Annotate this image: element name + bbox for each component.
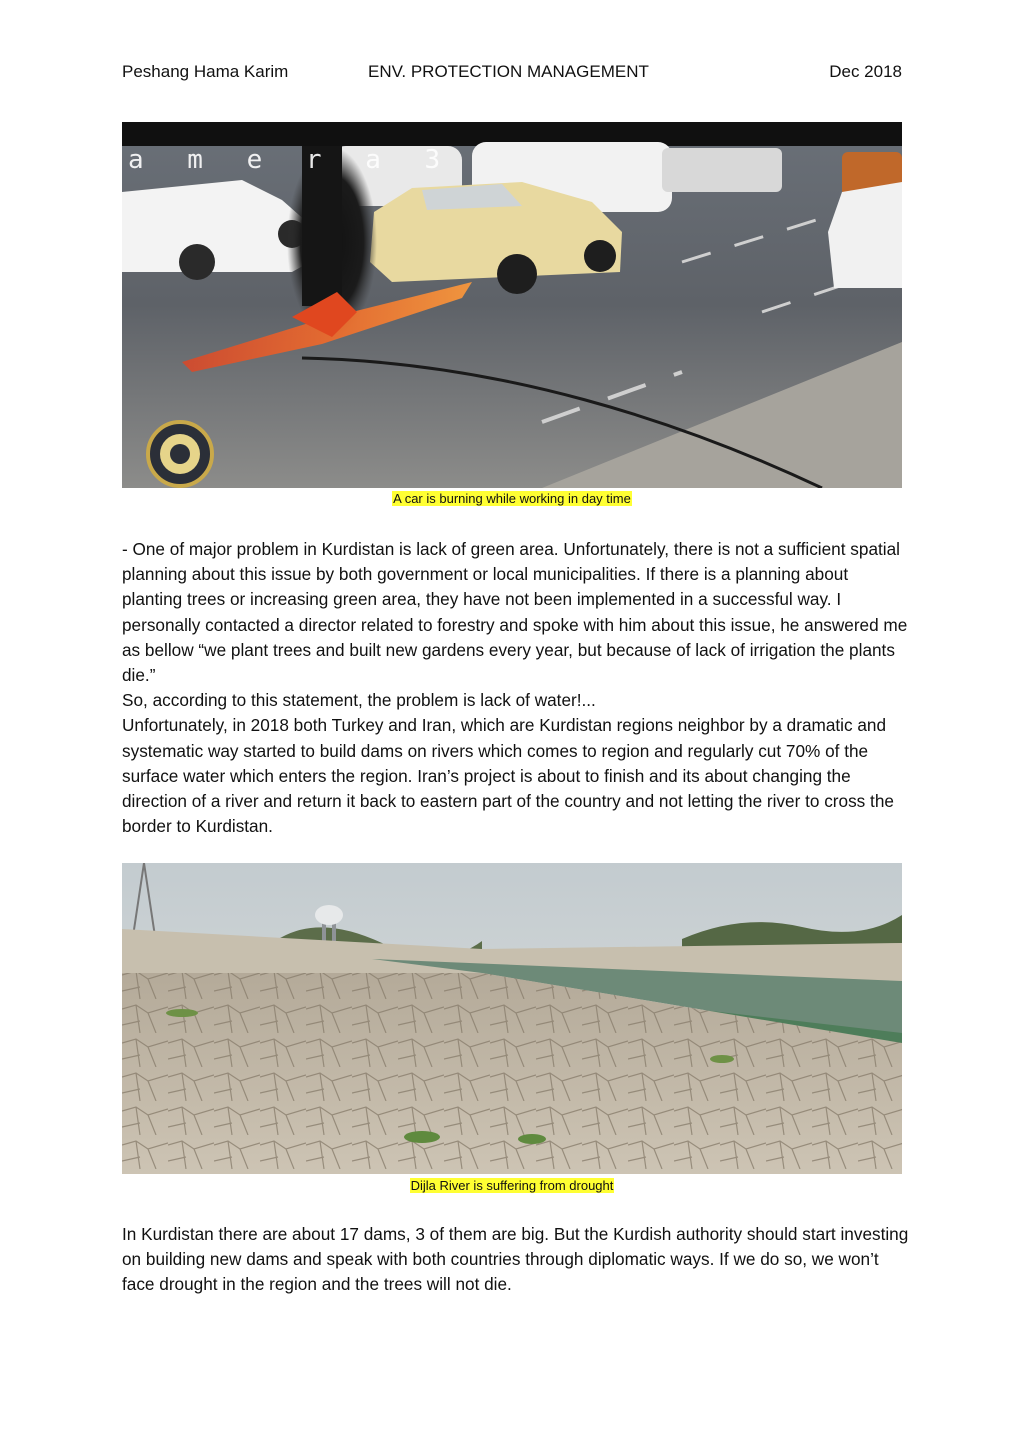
figure1-caption (0, 490, 1024, 508)
police-emblem-icon (148, 422, 212, 486)
figure2-caption (0, 1177, 1024, 1195)
main-text (122, 537, 912, 839)
cctv-overlay-text: a m e r a 3 (128, 145, 455, 175)
paragraph-water-statement: So, according to this statement, the problem is lack of water!... (122, 690, 596, 711)
header-date: Dec 2018 (829, 62, 902, 81)
figure1-caption-text: A car is burning while working in day time (393, 491, 631, 506)
page-header (122, 62, 902, 88)
figure2-caption-text: Dijla River is suffering from drought (410, 1178, 614, 1193)
header-author: Peshang Hama Karim (122, 62, 289, 81)
paragraph-dams: Unfortunately, in 2018 both Turkey and Iran, which are Kurdistan regions neighbor by a dramatic and systematic way started to build dams on rivers which comes to region and regularly cut 70% of the surface water which enters the region. Iran’s project is about to finish and its about changing the direction of a river and return it back to eastern part of the country and not letting the river to cross the border to Kurdistan. (122, 715, 894, 837)
closing-text (122, 1222, 912, 1298)
header-title: ENV. PROTECTION MANAGEMENT (368, 62, 649, 81)
dry-river-photo (122, 863, 902, 1174)
burning-car-photo (122, 122, 902, 488)
paragraph-dams-investment: In Kurdistan there are about 17 dams, 3 of them are big. But the Kurdish authority should start investing on building new dams and speak with both countries through diplomatic ways. If we do so, we won’t face drought in the region and the trees will not die. (122, 1224, 909, 1295)
paragraph-green-area: - One of major problem in Kurdistan is lack of green area. Unfortunately, there is not a sufficient spatial planning about this issue by both government or local municipalities. If there is a planning about planting trees or increasing green area, they have not been implemented in a successful way. I personally contacted a director related to forestry and spoke with him about this issue, he answered me as bellow “we plant trees and built new gardens every year, but because of lack of irrigation the plants die.” (122, 539, 908, 686)
